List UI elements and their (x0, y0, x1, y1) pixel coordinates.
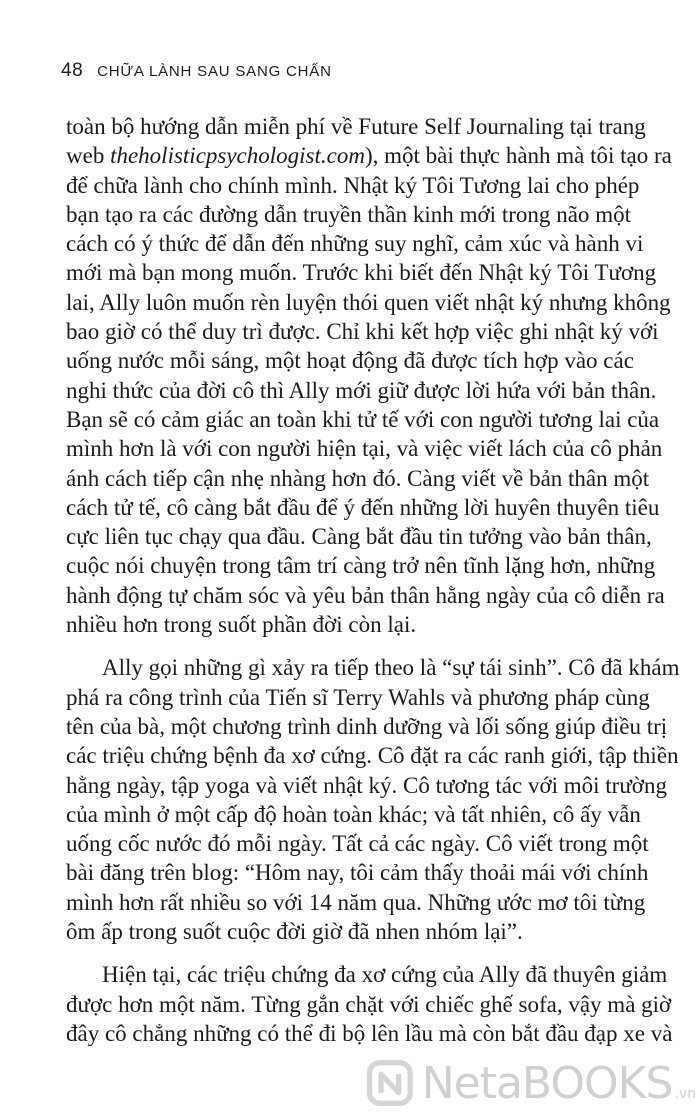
text-line: hành động tự chăm sóc và yêu bản thân hằng ngày của cô diễn ra (66, 582, 665, 608)
page-number: 48 (61, 60, 84, 81)
text-line: mình hơn là với con người hiện tại, và việc viết lách của cô phản (66, 436, 663, 462)
text-line: lai, Ally luôn muốn rèn luyện thói quen viết nhật ký nhưng không (66, 289, 671, 315)
paragraph (66, 653, 680, 946)
running-header (61, 60, 332, 82)
text-line: mình hơn rất nhiều so với 14 năm qua. Những ước mơ tôi từng (66, 889, 646, 915)
text-line: tên của bà, một chương trình dinh dưỡng và lối sống giúp điều trị (66, 713, 668, 739)
text-line: cách có ý thức để dẫn đến những suy nghĩ, cảm xúc và hành vi (66, 231, 644, 257)
paragraph (66, 112, 672, 639)
text-line: của mình ở một cấp độ hoàn toàn khác; và tất nhiên, cô ấy vẫn (66, 801, 641, 827)
text-line: Ally gọi những gì xảy ra tiếp theo là “sự tái sinh”. Cô đã khám (102, 655, 680, 681)
text-line: Hiện tại, các triệu chứng đa xơ cứng của Ally đã thuyên giảm (102, 962, 668, 988)
text-line: web theholisticpsychologist.com), một bài thực hành mà tôi tạo ra (66, 143, 672, 169)
text-line: bao giờ có thể duy trì được. Chỉ khi kết hợp việc ghi nhật ký với (66, 319, 659, 345)
text-line: nhiều hơn trong suốt phần đời còn lại. (66, 612, 417, 638)
text-line: ôm ấp trong suốt cuộc đời giờ đã nhen nhóm lại”. (66, 919, 523, 945)
text-line: cực liên tục chạy qua đầu. Càng bắt đầu tin tưởng vào bản thân, (66, 524, 652, 550)
text-line: Bạn sẽ có cảm giác an toàn khi tử tế với con người tương lai của (66, 406, 660, 432)
text-line: bạn tạo ra các đường dẫn truyền thần kinh mới trong não một (66, 201, 631, 227)
text-line: nghi thức của đời cô thì Ally mới giữ được lời hứa với bản thân. (66, 377, 657, 403)
watermark (366, 1050, 696, 1116)
text-line: uống nước mỗi sáng, một hoạt động đã được tích hợp vào các (66, 348, 634, 374)
paragraph (66, 960, 673, 1048)
text-line: uống cốc nước đó mỗi ngày. Tất cả các ngày. Cô viết trong một (66, 831, 649, 857)
body-text (66, 112, 680, 1062)
text-line: hằng ngày, tập yoga và viết nhật ký. Cô tương tác với môi trường (66, 772, 667, 798)
watermark-brand: NetaBOOKS (421, 1057, 673, 1109)
text-line: mới mà bạn mong muốn. Trước khi biết đến Nhật ký Tôi Tương (66, 260, 657, 286)
text-line: các triệu chứng bệnh đa xơ cứng. Cô đặt ra các ranh giới, tập thiền (66, 743, 679, 769)
text-line: bài đăng trên blog: “Hôm nay, tôi cảm thấy thoải mái với chính (66, 860, 649, 886)
website-name: theholisticpsychologist.com (110, 143, 365, 169)
text-line: đây cô chẳng những có thể đi bộ lên lầu mà còn bắt đầu đạp xe và (66, 1020, 673, 1046)
watermark-suffix: .vn (674, 1086, 696, 1102)
running-title: CHỮA LÀNH SAU SANG CHẤN (97, 63, 332, 80)
text-line: cuộc nói chuyện trong tâm trí càng trở nên tĩnh lặng hơn, những (66, 553, 656, 579)
text-line: để chữa lành cho chính mình. Nhật ký Tôi Tương lai cho phép (66, 172, 640, 198)
text-line: cách tử tế, cô càng bắt đầu để ý đến những lời huyên thuyên tiêu (66, 494, 660, 520)
text-line: ánh cách tiếp cận nhẹ nhàng hơn đó. Càng viết về bản thân một (66, 465, 650, 491)
netabooks-logo-icon (366, 1056, 414, 1110)
text-line: được hơn một năm. Từng gắn chặt với chiếc ghế sofa, vậy mà giờ (66, 991, 672, 1017)
text-line: toàn bộ hướng dẫn miễn phí về Future Self Journaling tại trang (66, 114, 646, 139)
text-line: phá ra công trình của Tiến sĩ Terry Wahls và phương pháp cùng (66, 684, 650, 710)
